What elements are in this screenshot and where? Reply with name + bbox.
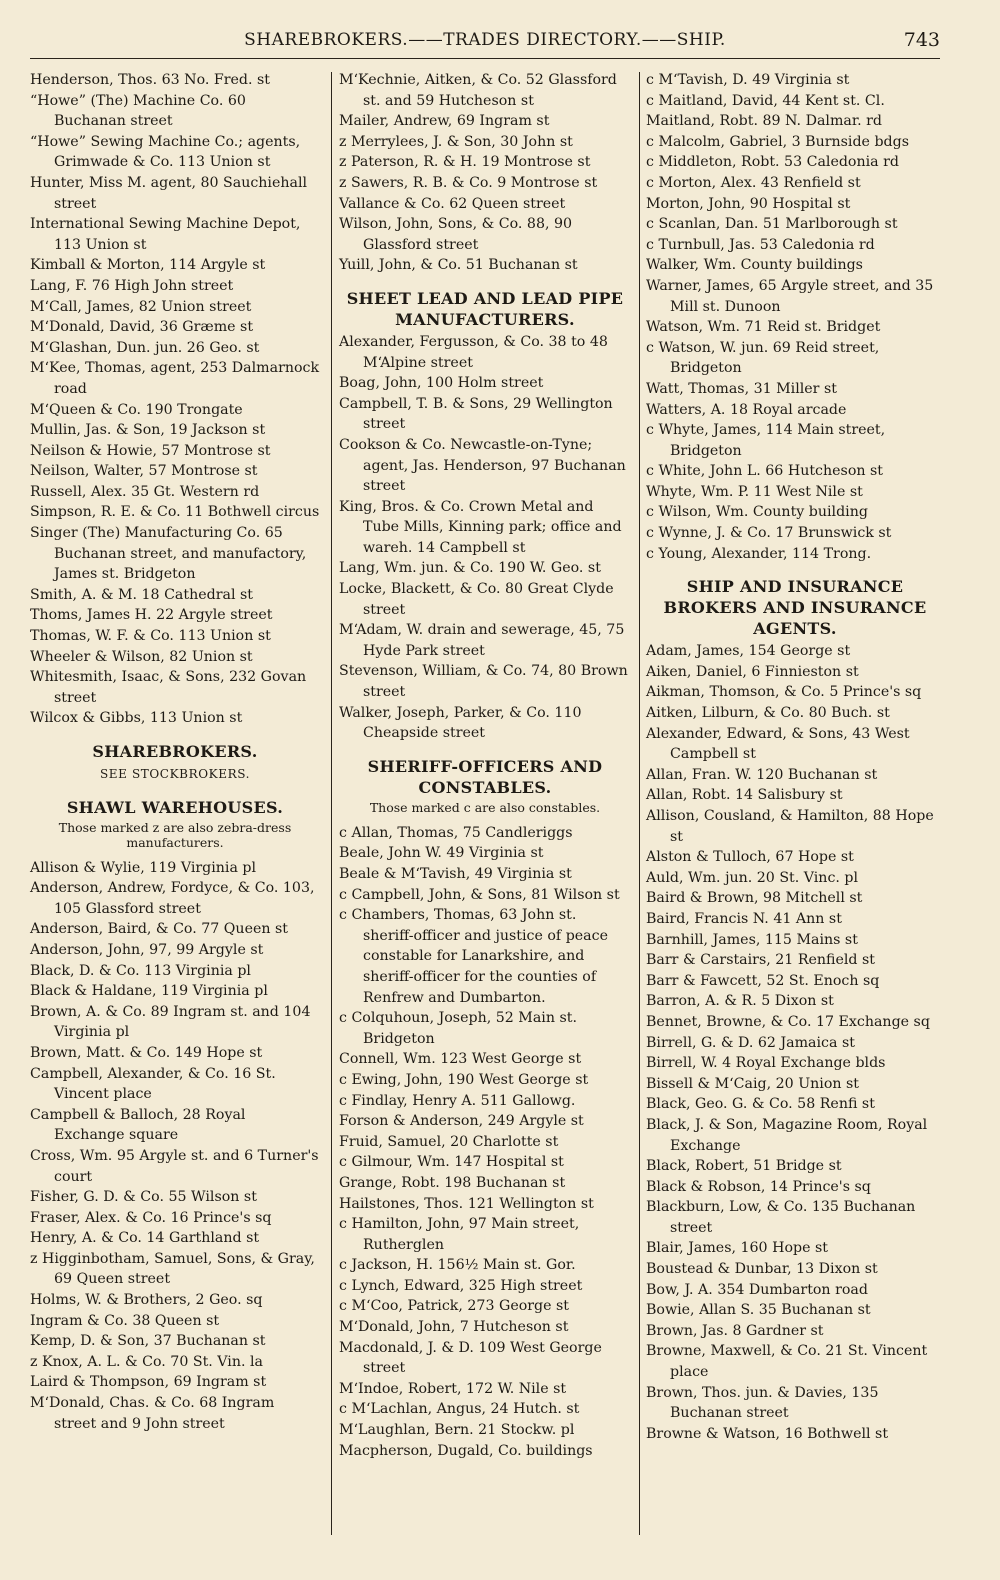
directory-entry: M‘Glashan, Dun. jun. 26 Geo. st: [30, 339, 260, 356]
directory-entry: Cross, Wm. 95 Argyle st. and 6 Turner's court: [30, 1147, 319, 1185]
directory-entry: Brown, A. & Co. 89 Ingram st. and 104 Virginia pl: [30, 1003, 311, 1041]
directory-entry: Fraser, Alex. & Co. 16 Prince's sq: [30, 1209, 272, 1226]
directory-entry: M‘Indoe, Robert, 172 W. Nile st: [339, 1380, 567, 1397]
directory-entry: c Middleton, Robt. 53 Caledonia rd: [646, 154, 899, 171]
directory-entry: Thoms, James H. 22 Argyle street: [30, 607, 273, 624]
directory-entry: King, Bros. & Co. Crown Metal and Tube Mills, Kinning park; office and wareh. 14 Campbell st: [339, 498, 622, 556]
cross-reference: SEE STOCKBROKERS.: [99, 767, 251, 781]
column-divider: [331, 72, 332, 1535]
directory-entry: Campbell & Balloch, 28 Royal Exchange square: [30, 1106, 246, 1144]
directory-entry: Macpherson, Dugald, Co. buildings: [339, 1442, 593, 1459]
directory-entry: Campbell, T. B. & Sons, 29 Wellington street: [339, 395, 613, 433]
page-number: 743: [903, 29, 940, 51]
directory-entry: Wilson, John, Sons, & Co. 88, 90 Glassford street: [339, 216, 573, 253]
directory-entry: Auld, Wm. jun. 20 St. Vinc. pl: [646, 869, 859, 886]
directory-entry: Blackburn, Low, & Co. 135 Buchanan street: [646, 1199, 916, 1236]
directory-entry: Black, Geo. G. & Co. 58 Renfi st: [646, 1096, 875, 1113]
directory-entry: c Campbell, John, & Sons, 81 Wilson st: [339, 886, 620, 903]
directory-entry: M‘Kechnie, Aitken, & Co. 52 Glassford st. and 59 Hutcheson st: [339, 72, 617, 109]
directory-entry: Forson & Anderson, 249 Argyle st: [339, 1113, 584, 1130]
directory-entry: Walker, Wm. County buildings: [646, 257, 863, 274]
directory-entry: Alexander, Fergusson, & Co. 38 to 48 M‘Alpine street: [339, 333, 608, 371]
directory-entry: Baird, Francis N. 41 Ann st: [646, 910, 842, 927]
directory-entry: Anderson, Baird, & Co. 77 Queen st: [30, 921, 288, 938]
section-heading: SHERIFF-OFFICERS AND CONSTABLES.: [367, 756, 603, 797]
directory-entry: c Lynch, Edward, 325 High street: [339, 1277, 583, 1294]
directory-entry: Allison & Wylie, 119 Virginia pl: [30, 859, 257, 876]
directory-entry: c Findlay, Henry A. 511 Gallowg.: [339, 1092, 576, 1109]
directory-entry: c White, John L. 66 Hutcheson st: [646, 463, 883, 480]
directory-entry: Vallance & Co. 62 Queen street: [339, 195, 566, 212]
section-note: Those marked z are also zebra-dress manufacturers.: [58, 819, 292, 850]
directory-entry: Brown, Thos. jun. & Davies, 135 Buchanan street: [646, 1384, 879, 1422]
directory-entry: Bowie, Allan S. 35 Buchanan st: [646, 1302, 871, 1319]
directory-entry: Holms, W. & Brothers, 2 Geo. sq: [30, 1292, 263, 1309]
entry-list: [646, 70, 944, 564]
directory-entry: M‘Donald, John, 7 Hutcheson st: [339, 1319, 569, 1336]
directory-entry: Watt, Thomas, 31 Miller st: [646, 380, 837, 397]
directory-entry: M‘Adam, W. drain and sewerage, 45, 75 Hyde Park street: [339, 622, 625, 659]
directory-entry: c Turnbull, Jas. 53 Caledonia rd: [646, 236, 875, 253]
directory-entry: Bow, J. A. 354 Dumbarton road: [646, 1281, 868, 1298]
directory-entry: Lang, Wm. jun. & Co. 190 W. Geo. st: [339, 560, 601, 577]
directory-entry: Wheeler & Wilson, 82 Union st: [30, 648, 253, 665]
directory-entry: Connell, Wm. 123 West George st: [339, 1051, 582, 1068]
section-heading: SHEET LEAD AND LEAD PIPE MANUFACTURERS.: [346, 288, 624, 329]
section-heading: SHAWL WAREHOUSES.: [66, 797, 284, 817]
directory-entry: Birrell, W. 4 Royal Exchange blds: [646, 1055, 886, 1072]
directory-entry: Beale & M‘Tavish, 49 Virginia st: [339, 866, 572, 882]
directory-entry: c Chambers, Thomas, 63 John st. sheriff-officer and justice of peace constable for Lanarkshire, and sheriff-officer for the counties of Renfrew and Dumbarton.: [339, 907, 608, 1006]
directory-entry: Barr & Fawcett, 52 St. Enoch sq: [646, 972, 880, 989]
directory-entry: Kimball & Morton, 114 Argyle st: [30, 257, 266, 274]
directory-entry: z Merrylees, J. & Son, 30 John st: [339, 133, 573, 150]
directory-entry: Adam, James, 154 George st: [646, 643, 851, 660]
directory-entry: Grange, Robt. 198 Buchanan st: [339, 1174, 566, 1191]
directory-entry: Browne, Maxwell, & Co. 21 St. Vincent place: [646, 1343, 928, 1381]
directory-entry: Black & Haldane, 119 Virginia pl: [30, 983, 268, 1000]
directory-entry: c Morton, Alex. 43 Renfield st: [646, 174, 861, 191]
directory-entry: Barr & Carstairs, 21 Renfield st: [646, 952, 876, 969]
directory-entry: c M‘Tavish, D. 49 Virginia st: [646, 72, 850, 88]
directory-entry: M‘Queen & Co. 190 Trongate: [30, 401, 243, 418]
directory-entry: Black, J. & Son, Magazine Room, Royal Exchange: [646, 1116, 928, 1154]
directory-entry: Lang, F. 76 High John street: [30, 277, 234, 294]
directory-entry: Watters, A. 18 Royal arcade: [646, 401, 847, 418]
directory-entry: Aiken, Daniel, 6 Finnieston st: [646, 663, 859, 680]
entry-list: [30, 858, 320, 1435]
directory-entry: Bennet, Browne, & Co. 17 Exchange sq: [646, 1013, 930, 1030]
directory-entry: Campbell, Alexander, & Co. 16 St. Vincent place: [30, 1065, 276, 1103]
directory-entry: M‘Kee, Thomas, agent, 253 Dalmarnock road: [30, 360, 320, 397]
section-heading: SHIP AND INSURANCE BROKERS AND INSURANCE AGENTS.: [663, 577, 927, 639]
directory-entry: c Ewing, John, 190 West George st: [339, 1071, 589, 1088]
directory-entry: Beale, John W. 49 Virginia st: [339, 845, 544, 862]
directory-entry: Macdonald, J. & D. 109 West George street: [339, 1339, 602, 1377]
directory-entry: Smith, A. & M. 18 Cathedral st: [30, 586, 253, 603]
directory-entry: Anderson, John, 97, 99 Argyle st: [30, 941, 264, 958]
directory-entry: Kemp, D. & Son, 37 Buchanan st: [30, 1333, 266, 1350]
directory-entry: c Young, Alexander, 114 Trong.: [646, 545, 872, 562]
directory-entry: Mullin, Jas. & Son, 19 Jackson st: [30, 422, 266, 439]
directory-entry: Henry, A. & Co. 14 Garthland st: [30, 1230, 260, 1247]
directory-entry: Aitken, Lilburn, & Co. 80 Buch. st: [646, 705, 890, 722]
directory-entry: Neilson & Howie, 57 Montrose st: [30, 442, 271, 459]
column-2: [339, 70, 631, 1461]
directory-entry: Singer (The) Manufacturing Co. 65 Buchanan street, and manufactory, James st. Bridgeton: [30, 525, 307, 583]
entry-list: [339, 332, 631, 744]
directory-entry: c Allan, Thomas, 75 Candleriggs: [339, 824, 573, 841]
directory-entry: c Watson, W. jun. 69 Reid street, Bridgeton: [646, 339, 880, 377]
directory-entry: Allan, Robt. 14 Salisbury st: [646, 787, 843, 804]
column-3: [646, 70, 944, 1444]
entry-list: [30, 70, 320, 729]
directory-entry: Laird & Thompson, 69 Ingram st: [30, 1374, 267, 1391]
directory-entry: M‘Laughlan, Bern. 21 Stockw. pl: [339, 1422, 575, 1439]
directory-entry: M‘Call, James, 82 Union street: [30, 298, 252, 315]
directory-entry: Neilson, Walter, 57 Montrose st: [30, 463, 258, 480]
directory-entry: Yuill, John, & Co. 51 Buchanan st: [339, 257, 578, 274]
directory-entry: c Malcolm, Gabriel, 3 Burnside bdgs: [646, 133, 909, 150]
directory-entry: Walker, Joseph, Parker, & Co. 110 Cheapside street: [339, 704, 582, 742]
directory-entry: Boustead & Dunbar, 13 Dixon st: [646, 1261, 878, 1278]
directory-entry: Browne & Watson, 16 Bothwell st: [646, 1425, 889, 1442]
directory-entry: Ingram & Co. 38 Queen st: [30, 1312, 220, 1329]
directory-entry: Blair, James, 160 Hope st: [646, 1240, 828, 1257]
running-title: SHAREBROKERS.——TRADES DIRECTORY.——SHIP.: [244, 30, 726, 50]
page-header: [30, 28, 940, 59]
directory-entry: Fruid, Samuel, 20 Charlotte st: [339, 1133, 559, 1150]
directory-entry: Simpson, R. E. & Co. 11 Bothwell circus: [30, 504, 320, 521]
directory-entry: c Scanlan, Dan. 51 Marlborough st: [646, 216, 898, 233]
directory-entry: c Jackson, H. 156½ Main st. Gor.: [339, 1257, 576, 1274]
entry-list: [339, 70, 631, 276]
directory-entry: “Howe” (The) Machine Co. 60 Buchanan street: [30, 92, 246, 130]
directory-entry: Aikman, Thomson, & Co. 5 Prince's sq: [646, 684, 922, 701]
directory-entry: c Gilmour, Wm. 147 Hospital st: [339, 1154, 564, 1171]
directory-entry: Baird & Brown, 98 Mitchell st: [646, 890, 863, 907]
directory-entry: c Whyte, James, 114 Main street, Bridgeton: [646, 422, 886, 459]
directory-entry: Brown, Jas. 8 Gardner st: [646, 1322, 824, 1339]
column-1: [30, 70, 320, 1434]
directory-entry: Allison, Cousland, & Hamilton, 88 Hope st: [646, 808, 934, 845]
section-note: Those marked c are also constables.: [369, 799, 601, 815]
entry-list: [646, 641, 944, 1444]
directory-entry: c M‘Coo, Patrick, 273 George st: [339, 1298, 570, 1315]
directory-entry: Black, D. & Co. 113 Virginia pl: [30, 962, 251, 979]
directory-entry: Locke, Blackett, & Co. 80 Great Clyde street: [339, 581, 614, 618]
directory-entry: Alexander, Edward, & Sons, 43 West Campbell st: [646, 725, 910, 763]
directory-entry: c Hamilton, John, 97 Main street, Rutherglen: [339, 1216, 580, 1253]
entry-list: [339, 823, 631, 1461]
directory-entry: Hailstones, Thos. 121 Wellington st: [339, 1195, 594, 1212]
directory-entry: Alston & Tulloch, 67 Hope st: [646, 849, 854, 866]
directory-entry: z Knox, A. L. & Co. 70 St. Vin. la: [30, 1353, 263, 1370]
directory-entry: Brown, Matt. & Co. 149 Hope st: [30, 1044, 263, 1061]
directory-entry: Warner, James, 65 Argyle street, and 35 Mill st. Dunoon: [646, 277, 934, 315]
directory-entry: Maitland, Robt. 89 N. Dalmar. rd: [646, 113, 882, 130]
directory-entry: c Wynne, J. & Co. 17 Brunswick st: [646, 525, 892, 542]
directory-entry: Hunter, Miss M. agent, 80 Sauchiehall street: [30, 174, 308, 212]
directory-entry: Bissell & M‘Caig, 20 Union st: [646, 1075, 859, 1092]
directory-entry: c Colquhoun, Joseph, 52 Main st. Bridgeton: [339, 1010, 577, 1047]
directory-entry: Thomas, W. F. & Co. 113 Union st: [30, 628, 271, 645]
directory-entry: Barnhill, James, 115 Mains st: [646, 931, 858, 948]
directory-entry: z Paterson, R. & H. 19 Montrose st: [339, 154, 591, 171]
directory-entry: c Wilson, Wm. County building: [646, 504, 868, 521]
directory-entry: z Higginbotham, Samuel, Sons, & Gray, 69 Queen street: [30, 1250, 315, 1288]
directory-entry: Whyte, Wm. P. 11 West Nile st: [646, 483, 863, 500]
directory-entry: Watson, Wm. 71 Reid st. Bridget: [646, 319, 881, 336]
directory-entry: M‘Donald, Chas. & Co. 68 Ingram street and 9 John street: [30, 1395, 275, 1432]
directory-entry: Henderson, Thos. 63 No. Fred. st: [30, 72, 270, 88]
directory-entry: Mailer, Andrew, 69 Ingram st: [339, 113, 550, 130]
directory-entry: Wilcox & Gibbs, 113 Union st: [30, 710, 243, 727]
section-heading: SHAREBROKERS.: [92, 742, 258, 761]
directory-entry: c M‘Lachlan, Angus, 24 Hutch. st: [339, 1401, 580, 1418]
directory-entry: M‘Donald, David, 36 Græme st: [30, 319, 254, 336]
directory-entry: Allan, Fran. W. 120 Buchanan st: [646, 766, 878, 783]
directory-entry: Stevenson, William, & Co. 74, 80 Brown street: [339, 663, 628, 701]
directory-entry: International Sewing Machine Depot, 113 Union st: [30, 216, 301, 253]
directory-entry: Birrell, G. & D. 62 Jamaica st: [646, 1034, 855, 1051]
directory-entry: Cookson & Co. Newcastle-on-Tyne; agent, Jas. Henderson, 97 Buchanan street: [339, 436, 626, 495]
directory-entry: Boag, John, 100 Holm street: [339, 375, 544, 392]
directory-entry: Anderson, Andrew, Fordyce, & Co. 103, 105 Glassford street: [30, 880, 315, 917]
directory-entry: Barron, A. & R. 5 Dixon st: [646, 993, 834, 1010]
directory-entry: Fisher, G. D. & Co. 55 Wilson st: [30, 1189, 257, 1206]
directory-entry: z Sawers, R. B. & Co. 9 Montrose st: [339, 174, 598, 191]
directory-entry: Russell, Alex. 35 Gt. Western rd: [30, 483, 260, 500]
directory-entry: “Howe” Sewing Machine Co.; agents, Grimwade & Co. 113 Union st: [30, 133, 301, 171]
directory-entry: Black, Robert, 51 Bridge st: [646, 1158, 842, 1175]
column-divider: [639, 72, 640, 1535]
directory-entry: Whitesmith, Isaac, & Sons, 232 Govan street: [30, 669, 307, 706]
directory-entry: Black & Robson, 14 Prince's sq: [646, 1178, 871, 1195]
directory-entry: Morton, John, 90 Hospital st: [646, 195, 851, 212]
directory-entry: c Maitland, David, 44 Kent st. Cl.: [646, 92, 885, 109]
